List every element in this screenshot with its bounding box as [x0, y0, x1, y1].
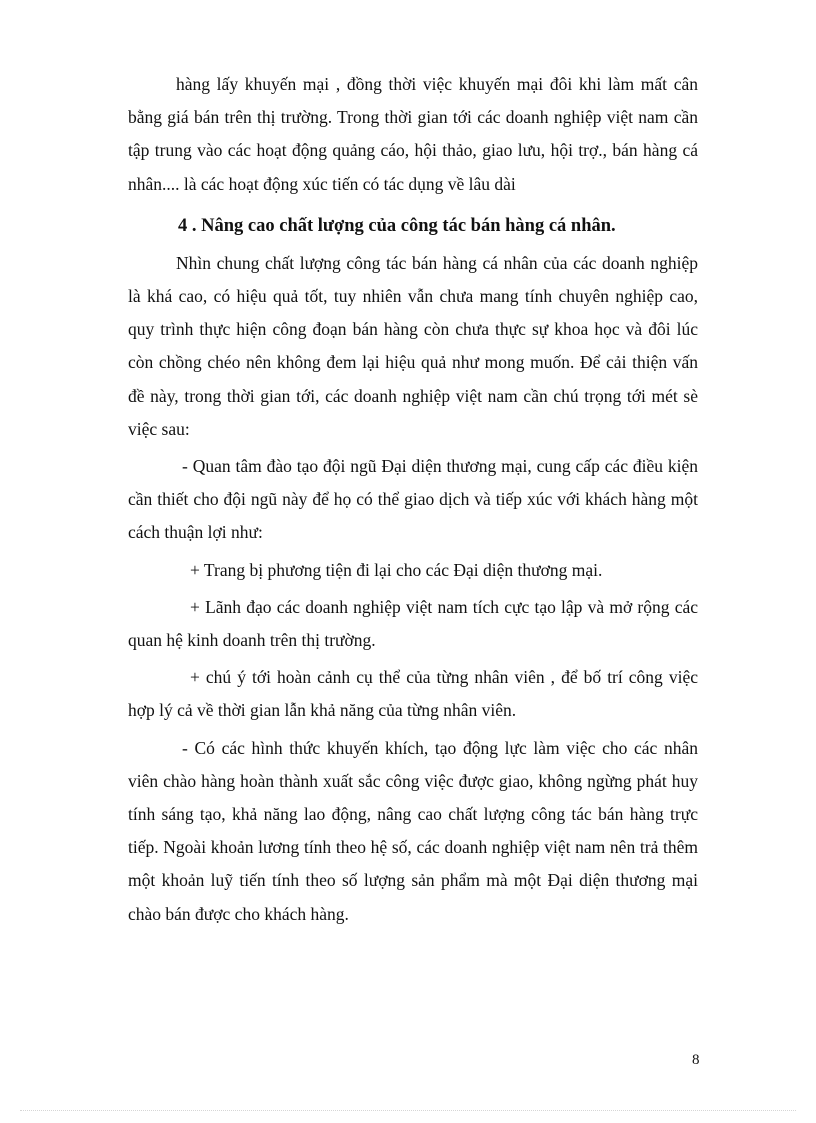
- plus-item: + chú ý tới hoàn cảnh cụ thể của từng nhân viên , để bố trí công việc hợp lý cả về thời gian lẫn khả năng của từng nhân viên.: [128, 667, 698, 721]
- page-bottom-divider: [20, 1110, 796, 1111]
- page-content: [128, 68, 698, 931]
- dash-item: - Có các hình thức khuyến khích, tạo động lực làm việc cho các nhân viên chào hàng hoàn thành xuất sắc công việc được giao, không ngừng phát huy tính sáng tạo, khả năng lao động, nâng cao chất lượng công tác bán hàng trực tiếp. Ngoài khoản lương tính theo hệ số, các doanh nghiệp việt nam nên trả thêm một khoản luỹ tiến tính theo số lượng sản phẩm mà một Đại diện thương mại chào bán được cho khách hàng.: [128, 737, 698, 924]
- dash-item: - Quan tâm đào tạo đội ngũ Đại diện thương mại, cung cấp các điều kiện cần thiết cho đội ngũ này để họ có thể giao dịch và tiếp xúc với khách hàng một cách thuận lợi như:: [128, 456, 698, 543]
- page-number: 8: [692, 1052, 700, 1068]
- plus-item: + Lãnh đạo các doanh nghiệp việt nam tích cực tạo lập và mở rộng các quan hệ kinh doanh trên thị trường.: [128, 596, 698, 651]
- intro-paragraph: hàng lấy khuyến mại , đồng thời việc khuyến mại đôi khi làm mất cân bằng giá bán trên thị trường. Trong thời gian tới các doanh nghiệp việt nam cần tập trung vào các hoạt động quảng cáo, hội thảo, giao lưu, hội trợ., bán hàng cá nhân.... là các hoạt động xúc tiến có tác dụng về lâu dài: [128, 74, 698, 194]
- section-paragraph: Nhìn chung chất lượng công tác bán hàng cá nhân của các doanh nghiệp là khá cao, có hiệu quả tốt, tuy nhiên vẫn chưa mang tính chuyên nghiệp cao, quy trình thực hiện công đoạn bán hàng còn chưa thực sự khoa học và đôi lúc còn chồng chéo nên không đem lại hiệu quả như mong muốn. Để cải thiện vấn đề này, trong thời gian tới, các doanh nghiệp việt nam cần chú trọng tới mét sè việc sau:: [128, 252, 698, 439]
- plus-item: + Trang bị phương tiện đi lại cho các Đại diện thương mại.: [190, 559, 603, 580]
- section-heading: 4 . Nâng cao chất lượng của công tác bán hàng cá nhân.: [178, 215, 616, 236]
